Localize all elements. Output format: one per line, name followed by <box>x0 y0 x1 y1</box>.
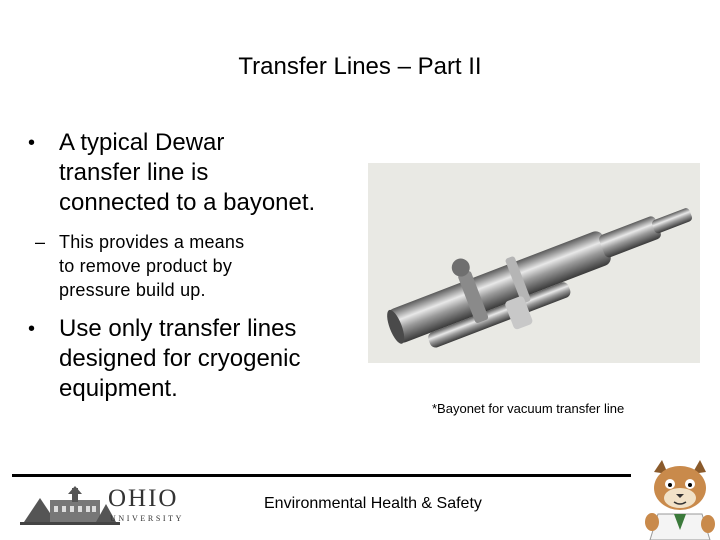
bullet-list <box>28 128 368 404</box>
sub-bullet-line: to remove product by <box>59 256 233 276</box>
bullet-glyph: • <box>28 318 36 340</box>
bullet-item <box>28 128 368 218</box>
bullet-glyph: • <box>28 132 36 154</box>
footer-divider <box>12 474 631 477</box>
footer-department: Environmental Health & Safety <box>264 495 482 512</box>
bullet-line: Use only transfer lines <box>59 315 297 342</box>
slide-title: Transfer Lines – Part II <box>238 53 482 80</box>
photo-caption: *Bayonet for vacuum transfer line <box>432 401 625 416</box>
bayonet-photo <box>368 163 700 363</box>
bullet-line: A typical Dewar <box>59 129 225 156</box>
bullet-item <box>28 314 368 404</box>
bobcat-mascot-icon <box>640 458 720 540</box>
bullet-line: equipment. <box>59 375 178 402</box>
sub-bullet-line: This provides a means <box>59 232 245 252</box>
bullet-line: connected to a bayonet. <box>59 189 316 216</box>
logo-wordmark: OHIO <box>108 485 179 512</box>
bullet-line: transfer line is <box>59 159 209 186</box>
dash-glyph: – <box>35 232 46 252</box>
sub-bullet-item <box>0 230 368 302</box>
bullet-line: designed for cryogenic <box>59 345 301 372</box>
sub-bullet-line: pressure build up. <box>59 280 206 300</box>
logo-subtext: UNIVERSITY <box>110 514 184 523</box>
